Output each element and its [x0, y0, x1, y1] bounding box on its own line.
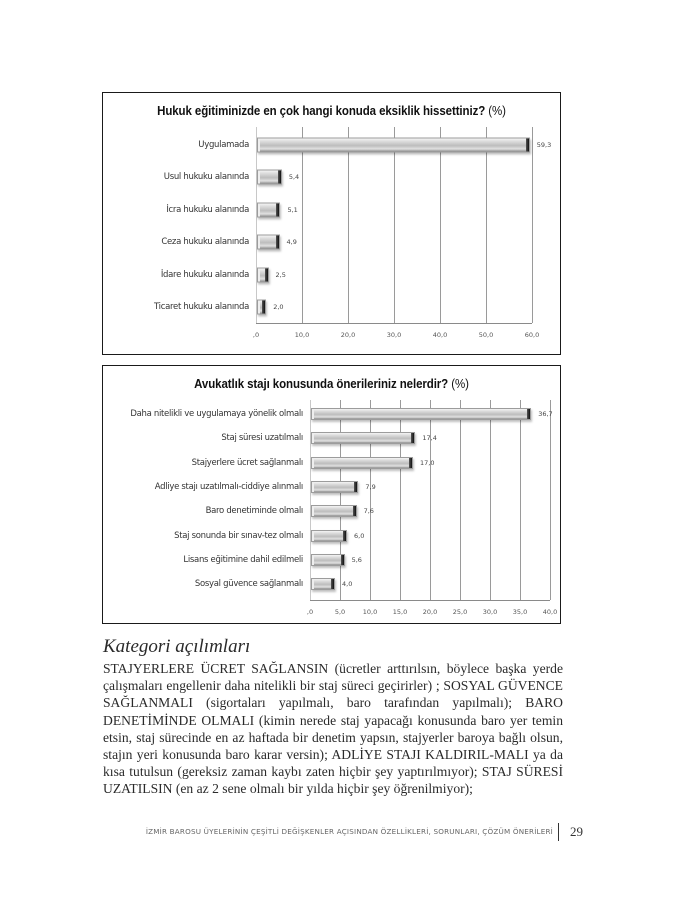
chart-title-unit: (%) [448, 377, 469, 391]
x-tick-label: 35,0 [512, 608, 528, 616]
section-body [103, 660, 563, 798]
bar [311, 408, 531, 420]
x-tick-label: 40,0 [542, 608, 558, 616]
footer-divider [558, 823, 560, 841]
x-tick-label: 30,0 [482, 608, 498, 616]
gridline [486, 127, 487, 323]
bar [257, 300, 266, 315]
x-axis [256, 323, 532, 324]
bar-value-label: 17,4 [422, 434, 437, 443]
x-tick-label: 20,0 [340, 331, 356, 339]
bar-value-label: 2,5 [275, 270, 286, 279]
category-label: Daha nitelikli ve uygulamaya yönelik olmalı [130, 409, 303, 419]
category-label: Lisans eğitimine dahil edilmeli [183, 554, 303, 565]
category-label: Ticaret hukuku alanında [154, 302, 249, 312]
x-tick-label: 15,0 [392, 608, 408, 616]
bar [257, 138, 530, 153]
x-tick-label: 30,0 [386, 331, 402, 339]
chart-title-unit: (%) [485, 104, 506, 118]
bar-value-label: 4,9 [286, 238, 297, 247]
chart-eksiklik [102, 92, 561, 355]
bar-value-label: 59,3 [536, 141, 552, 149]
gridline [400, 400, 401, 600]
x-tick-label: 20,0 [422, 608, 438, 616]
x-tick-label: 60,0 [524, 331, 540, 339]
gridline [550, 400, 551, 600]
bar-value-label: 17,0 [420, 458, 435, 467]
x-tick-label: ,0 [306, 608, 314, 616]
gridline [532, 127, 533, 323]
category-label: Staj sonunda bir sınav-tez olmalı [174, 530, 303, 541]
category-label: Usul hukuku alanında [163, 172, 249, 183]
x-tick-label: 10,0 [294, 331, 310, 339]
bar-value-label: 36,7 [538, 410, 553, 418]
bar [311, 578, 335, 590]
x-tick-label: 5,0 [334, 608, 346, 616]
category-labels [103, 127, 249, 323]
category-label: Uygulamada [198, 140, 249, 150]
x-tick-label: ,0 [252, 331, 260, 339]
bar-value-label: 2,0 [273, 303, 284, 311]
bar [311, 432, 415, 444]
category-label: İcra hukuku alanında [166, 204, 249, 215]
bar-value-label: 4,0 [342, 580, 353, 589]
x-tick-label: 25,0 [452, 608, 468, 616]
gridline [460, 400, 461, 600]
chart-staj-onerileri [102, 365, 561, 624]
gridline [430, 400, 431, 600]
x-tick-label: 40,0 [432, 331, 448, 339]
bar [311, 530, 347, 542]
chart-title [121, 104, 541, 118]
bar-value-label: 7,9 [365, 482, 376, 491]
category-label: Sosyal güvence sağlanmalı [194, 579, 303, 590]
gridline [440, 127, 441, 323]
category-label: Adliye stajı uzatılmalı-ciddiye alınmalı [154, 481, 303, 492]
chart-title-text: Hukuk eğitiminizde en çok hangi konuda eksiklik hissettiniz? [157, 104, 486, 118]
bar [311, 481, 358, 493]
plot-area [252, 127, 552, 339]
gridline [302, 127, 303, 323]
gridline [340, 400, 341, 600]
section-heading: Kategori açılımları [103, 636, 251, 657]
gridline [348, 127, 349, 323]
x-tick-label: 50,0 [478, 331, 494, 339]
plot-area [306, 400, 558, 616]
chart-title-text: Avukatlık stajı konusunda önerileriniz nelerdir? [194, 377, 449, 391]
chart-title [121, 377, 541, 391]
gridline [520, 400, 521, 600]
body-paragraph: STAJYERLERE ÜCRET SAĞLANSIN (ücretler arttırılsın, böylece başka yerde çalışmaları engellenir daha nitelikli bir staj süreci geçirirler) ; SOSYAL GÜVENCE SAĞLANMALI (sigortaları yapılmalı, baro tarafından yapılmalı); BARO DENETİMİNDE OLMALI (kimin nerede staj yapacağı konusunda baro yer temin etsin, staj sürecinde en az haftada bir denetim yapsın, stajyerler baroya bağlı olsun, stajın yeri konusunda baro karar versin); ADLİYE STAJI KALDIRIL-MALI ya da kısa tutulsun (gereksiz zaman kaybı zaten hiçbir şey yaptırılmıyor); STAJ SÜRESİ UZATILSIN (en az 2 sene olmalı bir yılda hiçbir şey öğrenilmiyor); [103, 661, 563, 797]
bar [311, 505, 357, 517]
gridline [394, 127, 395, 323]
x-axis [310, 600, 550, 601]
bar [311, 554, 345, 566]
bar-value-label: 6,0 [354, 531, 365, 540]
bar-value-label: 5,4 [288, 173, 300, 182]
gridline [370, 400, 371, 600]
bar [257, 202, 280, 217]
category-label: Staj süresi uzatılmalı [221, 433, 303, 444]
category-label: İdare hukuku alanında [160, 269, 249, 280]
category-labels [103, 400, 303, 600]
category-label: Baro denetiminde olmalı [205, 506, 303, 517]
gridline [490, 400, 491, 600]
bar-value-label: 7,6 [363, 507, 374, 516]
y-axis [310, 400, 311, 600]
bar-value-label: 5,1 [287, 205, 298, 214]
bar [311, 457, 413, 469]
x-tick-label: 10,0 [362, 608, 378, 616]
page-number: 29 [570, 824, 583, 839]
bar [257, 235, 280, 250]
category-label: Stajyerlere ücret sağlanmalı [191, 457, 303, 468]
y-axis [256, 127, 257, 323]
bar [257, 170, 282, 185]
category-label: Ceza hukuku alanında [161, 237, 249, 248]
bar [257, 267, 269, 282]
running-title: İZMİR BAROSU ÜYELERİNİN ÇEŞİTLİ DEĞİŞKENLER AÇISINDAN ÖZELLİKLERİ, SORUNLARI, ÇÖZÜM ÖNERİLERİ [145, 827, 553, 836]
page-footer [103, 823, 583, 841]
bar-value-label: 5,6 [351, 555, 362, 564]
